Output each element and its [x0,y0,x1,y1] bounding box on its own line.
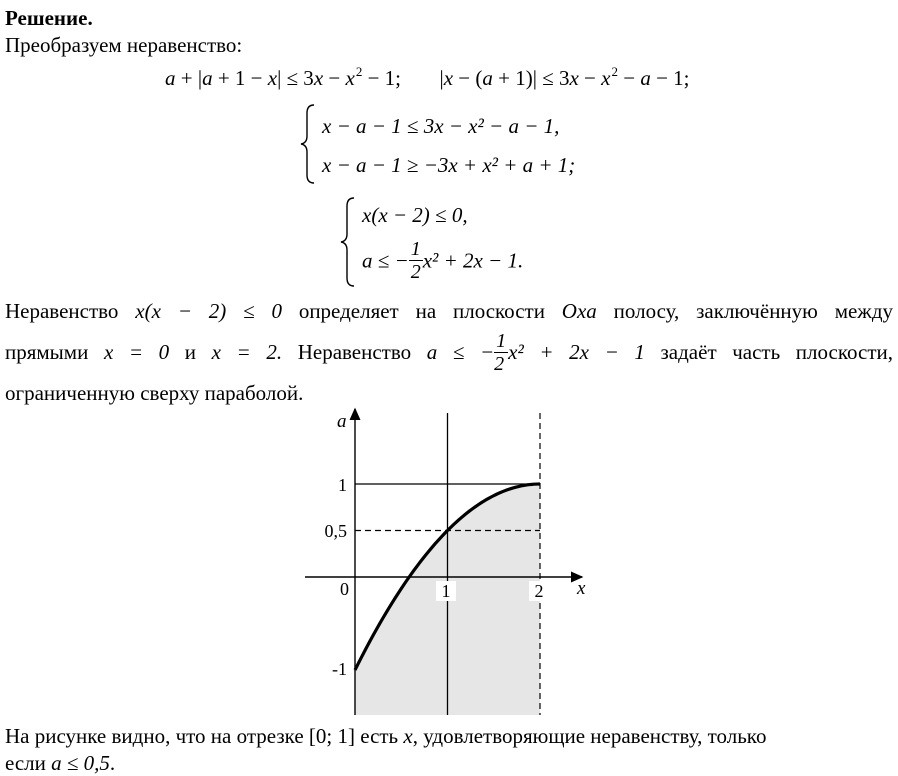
paragraph-1-line-1: Неравенство x(x − 2) ≤ 0 определяет на плоскости Oxa полосу, заключённую между [5,299,893,323]
paragraph-1-line-2: прямыми x = 0 и x = 2. Неравенство a ≤ − $\frac{1}{2}$ x² + 2x − 1 задаёт часть плоскости, [5,329,894,375]
parabola-chart [300,405,600,715]
intro-text: Преобразуем неравенство: [5,33,243,57]
y-axis-label: a [337,411,347,432]
conclusion-line-1: На рисунке видно, что на отрезке [0; 1] есть x, удовлетворяющие неравенству, только [5,724,767,748]
solution-heading: Решение. [5,6,93,30]
y-tick-0-5: 0,5 [324,521,347,541]
system-1-brace [298,103,318,185]
system-2-brace [338,196,358,288]
x-tick-2: 2 [534,581,544,601]
y-tick-1: 1 [338,475,347,495]
equation-1: $a + |a + 1 - x| \le 3x - x^2 - 1$; $|x - (a + 1)| \le 3x - x^2 - a - 1$; [165,64,690,90]
fraction-half: $\frac{1}{2}$ [410,238,421,283]
system-2-line-2: a ≤ − $\frac{1}{2}$ x² + 2x − 1. [362,238,524,283]
system-1-line-2: x − a − 1 ≥ −3x + x² + a + 1; [322,153,576,177]
system-2-line-1: x(x − 2) ≤ 0, [362,203,468,227]
x-axis-label: x [577,578,586,599]
origin-label: 0 [340,579,349,599]
paragraph-1-line-3: ограниченную сверху параболой. [5,381,304,405]
y-tick-minus-1: -1 [332,659,347,679]
x-tick-1: 1 [441,581,451,601]
conclusion-line-2: если a ≤ 0,5. [5,751,116,775]
system-1-line-1: x − a − 1 ≤ 3x − x² − a − 1, [322,114,560,138]
